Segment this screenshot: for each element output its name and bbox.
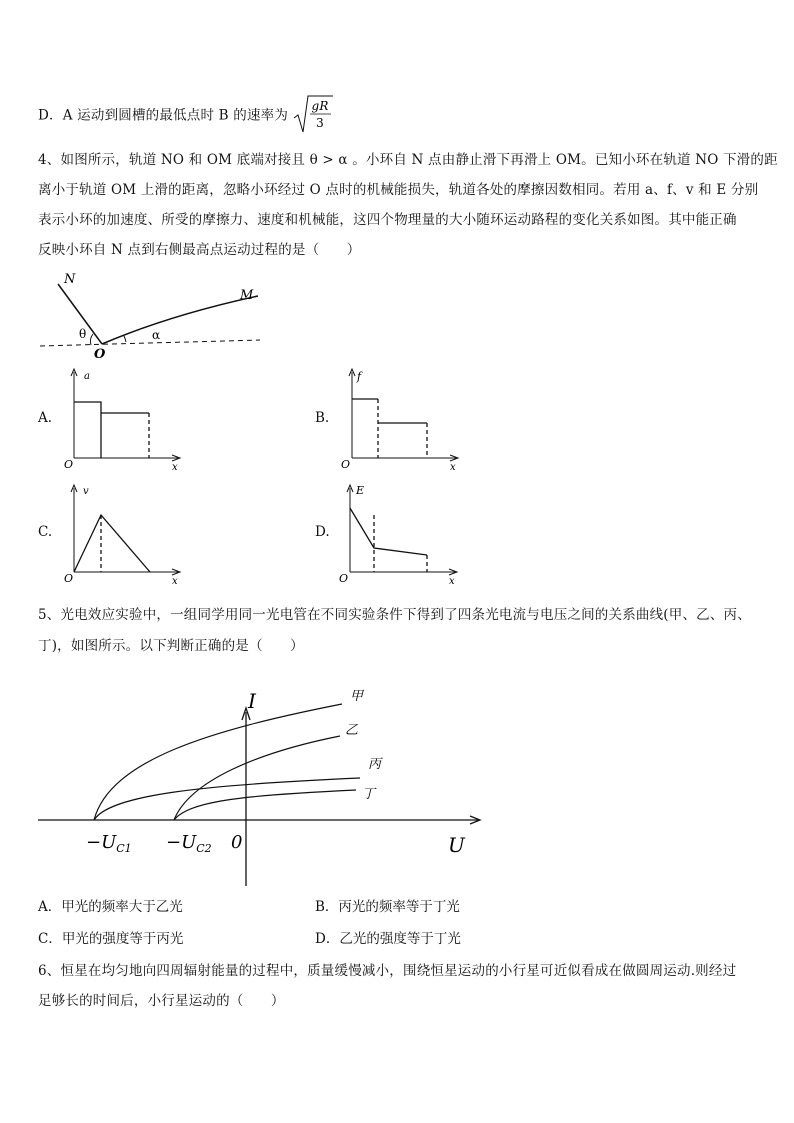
origin-label: 0 <box>231 832 243 853</box>
q4-option-b-label: B. <box>315 410 330 426</box>
q5-option-c: C．甲光的强度等于丙光 <box>38 931 184 947</box>
uc2-label: $-U_{C2}$ <box>166 832 212 855</box>
curve-yi <box>174 736 340 820</box>
q4-line-4: 反映小环自 N 点到右侧最高点运动过程的是（ ） <box>38 242 361 258</box>
q4-option-a-label: A. <box>38 410 53 426</box>
graph-b-ylabel: f <box>357 370 362 383</box>
q5-line-1: 5、光电效应实验中，一组同学用同一光电管在不同实验条件下得到了四条光电流与电压之间的关系曲线(甲、乙、丙、 <box>38 607 751 623</box>
label-o: O <box>94 347 106 362</box>
graph-d-origin: O <box>339 572 349 585</box>
label-jia: 甲 <box>350 689 364 704</box>
q4-line-3: 表示小环的加速度、所受的摩擦力、速度和机械能，这四个物理量的大小随环运动路程的变化关系如图。其中能正确 <box>38 212 737 228</box>
q4-option-d-label: D. <box>315 524 330 540</box>
curve-ding <box>174 790 356 820</box>
label-theta: θ <box>79 327 87 341</box>
curve-bing <box>94 778 360 820</box>
q4-option-c-label: C. <box>38 524 53 540</box>
q5-line-2: 丁)，如图所示。以下判断正确的是（ ） <box>38 638 304 654</box>
i-label: I <box>248 689 256 713</box>
graph-a-origin: O <box>64 458 74 471</box>
q5-option-b: B．丙光的频率等于丁光 <box>315 899 460 915</box>
label-bing: 丙 <box>368 757 382 772</box>
graph-d-xlabel: x <box>449 576 455 587</box>
label-yi: 乙 <box>345 723 359 738</box>
curve-jia <box>94 704 342 820</box>
label-ding: 丁 <box>362 787 376 802</box>
q4-line-1: 4、如图所示，轨道 NO 和 OM 底端对接且 θ > α 。小环自 N 点由静止滑下再滑上 OM。已知小环在轨道 NO 下滑的距 <box>38 152 778 168</box>
q6-line-1: 6、恒星在均匀地向四周辐射能量的过程中，质量缓慢减小，围绕恒星运动的小行星可近似看成在做圆周运动.则经过 <box>38 963 737 979</box>
q5-option-a: A．甲光的频率大于乙光 <box>38 899 183 915</box>
graph-c-origin: O <box>64 572 74 585</box>
graph-a-ylabel: a <box>84 371 90 382</box>
uc1-label: $-U_{C1}$ <box>86 832 132 855</box>
sqrt-denominator: 3 <box>315 116 324 130</box>
graph-d-ylabel: E <box>356 484 365 497</box>
q3-option-d-text: D．A 运动到圆槽的最低点时 B 的速率为 <box>38 107 289 124</box>
graph-c-ylabel: v <box>83 486 89 497</box>
q6-line-2: 足够长的时间后，小行星运动的（ ） <box>38 993 285 1009</box>
q4-line-2: 离小于轨道 OM 上滑的距离，忽略小环经过 O 点时的机械能损失，轨道各处的摩擦因数相同。若用 a、f、v 和 E 分别 <box>38 182 759 198</box>
label-n: N <box>64 272 76 287</box>
graph-b-origin: O <box>341 458 351 471</box>
label-m: M <box>240 288 254 303</box>
graph-a-xlabel: x <box>172 462 178 473</box>
q5-option-d: D．乙光的强度等于丁光 <box>315 931 461 947</box>
graph-c-xlabel: x <box>172 576 178 587</box>
sqrt-numerator: gR <box>311 99 329 113</box>
label-alpha: α <box>152 328 161 342</box>
graph-b-xlabel: x <box>450 462 456 473</box>
u-label: U <box>448 833 465 857</box>
